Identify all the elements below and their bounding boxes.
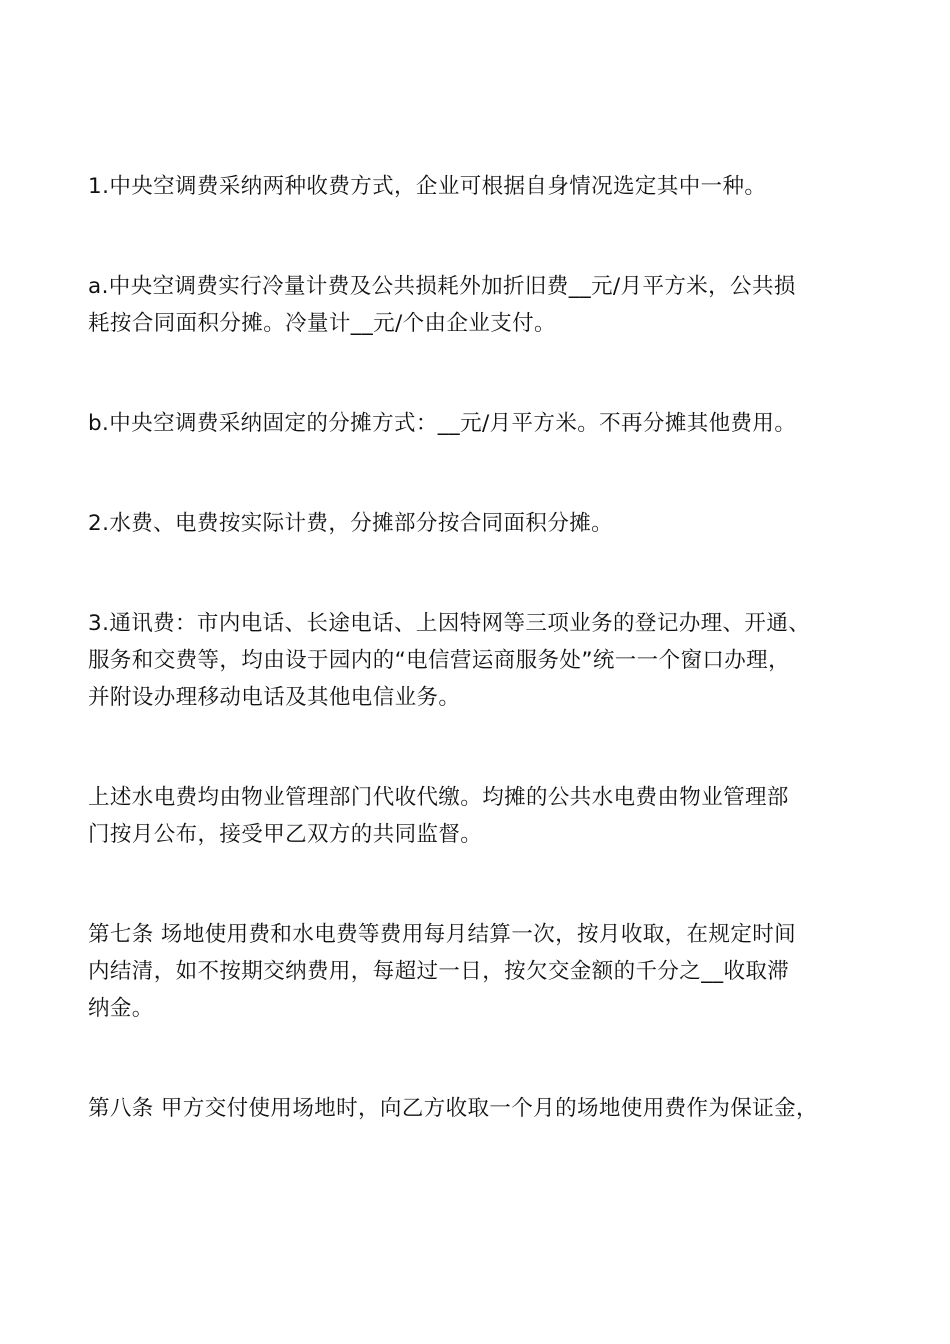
paragraph-article-seven [88, 916, 888, 1027]
text-line: 上述水电费均由物业管理部门代收代缴。均摊的公共水电费由物业管理部 [88, 785, 789, 810]
text-line: 内结清，如不按期交纳费用，每超过一日，按欠交金额的千分之__收取滞 [88, 959, 790, 984]
text-line: 并附设办理移动电话及其他电信业务。 [88, 685, 461, 710]
text-line: 3.通讯费：市内电话、长途电话、上因特网等三项业务的登记办理、开通、 [88, 611, 811, 636]
paragraph-ac-fee-methods [88, 168, 888, 205]
text-line: 耗按合同面积分摊。冷量计__元/个由企业支付。 [88, 311, 556, 336]
paragraph-ac-option-a [88, 268, 888, 342]
text-line: a.中央空调费实行冷量计费及公共损耗外加折旧费__元/月平方米，公共损 [88, 274, 796, 299]
paragraph-water-electricity [88, 505, 888, 542]
document-page [88, 168, 888, 1127]
text-line: 纳金。 [88, 996, 154, 1021]
paragraph-telecom-fee [88, 605, 888, 716]
paragraph-ac-option-b [88, 405, 888, 442]
paragraph-article-eight [88, 1090, 888, 1127]
paragraph-utility-collection [88, 779, 888, 853]
text-line: 2.水费、电费按实际计费，分摊部分按合同面积分摊。 [88, 511, 614, 536]
text-line: b.中央空调费采纳固定的分摊方式：__元/月平方米。不再分摊其他费用。 [88, 411, 797, 436]
text-line: 第八条 甲方交付使用场地时，向乙方收取一个月的场地使用费作为保证金， [88, 1096, 818, 1121]
text-line: 门按月公布，接受甲乙双方的共同监督。 [88, 822, 483, 847]
text-line: 1.中央空调费采纳两种收费方式，企业可根据自身情况选定其中一种。 [88, 174, 767, 199]
text-line: 服务和交费等，均由设于园内的“电信营运商服务处”统一一个窗口办理， [88, 648, 790, 673]
text-line: 第七条 场地使用费和水电费等费用每月结算一次，按月收取，在规定时间 [88, 922, 797, 947]
